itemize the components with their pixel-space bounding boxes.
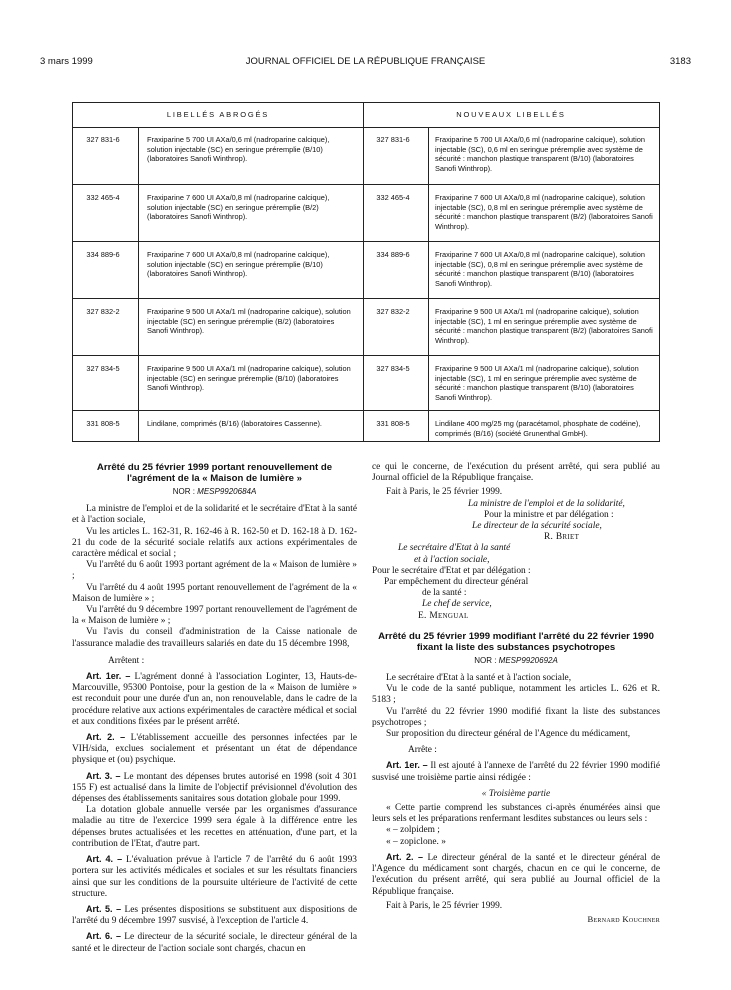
article-label: Art. 1er. – [86,671,131,682]
right-column [372,462,660,925]
signatory-delegation: Pour le secrétaire d'Etat et par délégation : [372,565,531,576]
table-row [73,299,659,356]
signatory-name: R. Briet [544,532,580,543]
article-label: Art. 5. – [86,903,122,914]
left-column [72,462,357,955]
list-item: « – zopiclone. » [386,836,446,847]
article-4 [72,854,357,900]
paragraph: ce qui le concerne, de l'exécution du présent arrêté, qui sera publié au Journal officiel de la République française. [372,462,660,484]
article-label: Art. 3. – [86,770,121,781]
article-text: Le montant des dépenses brutes autorisé en 1998 (soit 4 301 155 F) est actualisé dans la limite de l'objectif prévisionnel d'évolution des dépenses des établissements sanitaires sous dotation globale pour 1999. [72,771,358,805]
signatory-title: Le chef de service, [422,599,492,610]
old-label: Fraxiparine 5 700 UI AXa/0,6 ml (nadroparine calcique), solution injectable (SC) en seringue préremplie (B/10) (laboratoires Sanofi Winthrop). [147,135,330,164]
article-6 [72,931,357,954]
table-row [73,127,659,185]
new-label: Fraxiparine 7 600 UI AXa/0,8 ml (nadroparine calcique), solution injectable (SC), 0,8 ml en seringue préremplie avec système de sécurité : manchon plastique transparent (B/10) (laboratoires Sanofi Winthrop). [435,250,645,288]
paragraph: La ministre de l'emploi et de la solidarité et le secrétaire d'Etat à la santé et à l'action sociale, [72,504,357,526]
signatory-name: E. Mengual [418,610,469,621]
list-item: « – zolpidem ; [386,825,440,836]
signature-date: Fait à Paris, le 25 février 1999. [386,487,503,498]
paragraph: « Cette partie comprend les substances ci-après énumérées ainsi que leurs sels et les préparations renfermant lesdites substances ou leurs sels : [372,803,660,825]
signatory-name: Bernard Kouchner [587,913,660,924]
article-2 [372,852,660,898]
nor-code: MESP9920684A [197,487,257,496]
old-code: 327 834-5 [86,364,120,373]
table-row [73,411,659,442]
nor-code: MESP9920692A [498,655,558,665]
new-code: 327 831-6 [376,135,410,144]
new-code: 327 834-5 [376,364,410,373]
new-label: Fraxiparine 5 700 UI AXa/0,6 ml (nadroparine calcique), solution injectable (SC), 0,6 ml en seringue préremplie avec système de sécurité : manchon plastique transparent (B/10) (laboratoires Sanofi Winthrop). [435,135,645,173]
old-code: 327 832-2 [86,307,120,316]
decree-title-2: Arrêté du 25 février 1999 modifiant l'arrêté du 22 février 1990 fixant la liste des substances psychotropes [378,630,654,653]
nor-label: NOR : [172,487,195,496]
article-5 [72,904,357,927]
table-row [73,185,659,242]
paragraph: Sur proposition du directeur général de l'Agence du médicament, [386,729,631,740]
new-code: 331 808-5 [376,419,410,428]
article-1 [72,671,357,728]
article-2 [72,732,357,767]
signatory-delegation: Pour la ministre et par délégation : [484,509,614,520]
paragraph: Le secrétaire d'Etat à la santé et à l'action sociale, [386,673,572,684]
old-code: 331 808-5 [86,419,120,428]
column-header-abroges: LIBELLÉS ABROGÉS [166,110,270,119]
article-label: Art. 2. – [86,732,126,743]
new-label: Fraxiparine 9 500 UI AXa/1 ml (nadroparine calcique), solution injectable (SC), 1 ml en seringue préremplie avec système de sécurité : manchon plastique transparent (B/10) (laboratoires Sanofi Winthrop). [435,364,639,402]
arretent: Arrêtent : [108,655,145,666]
article-label: Art. 4. – [86,854,123,865]
article-3 [72,771,357,806]
paragraph: Vu les articles L. 162-31, R. 162-46 à R. 162-50 et D. 162-18 à D. 162-21 du code de la sécurité sociale relatifs aux actions expérimentales de caractère médical et social ; [72,526,357,560]
signatory-title: et à l'action sociale, [414,554,490,565]
old-label: Lindilane, comprimés (B/16) (laboratoires Cassenne). [147,419,322,428]
old-code: 334 889-6 [86,250,120,259]
new-label: Lindilane 400 mg/25 mg (paracétamol, phosphate de codéine), comprimés (B/16) (société Grunenthal GmbH). [435,419,641,438]
signatory-title: La ministre de l'emploi et de la solidarité, [468,498,625,509]
signatory-delegation: de la santé : [422,588,467,599]
old-code: 327 831-6 [86,135,120,144]
new-label: Fraxiparine 9 500 UI AXa/1 ml (nadroparine calcique), solution injectable (SC), 1 ml en seringue préremplie avec système de sécurité : manchon plastique transparent (B/2) (laboratoires Sanofi Winthrop). [435,307,653,345]
page-header [40,56,691,70]
article-text: L'agrément donné à l'association Loginter, 13, Hauts-de-Marcouville, 95300 Pontoise, pour la gestion de la « Maison de lumière » est reconduit pour une durée d'un an, non renouvelable, dans le cadre de la procédure relative aux actions expérimentales de caractère médical et social et aux conditions fixées par le présent arrêté. [72,672,358,727]
old-label: Fraxiparine 9 500 UI AXa/1 ml (nadroparine calcique), solution injectable (SC) en seringue préremplie (B/2) (laboratoires Sanofi Winthrop). [147,307,351,336]
new-code: 332 465-4 [376,193,410,202]
old-code: 332 465-4 [86,193,120,202]
paragraph: Vu l'arrêté du 6 août 1993 portant agrément de la « Maison de lumière » ; [72,560,357,582]
signatory-title: Le directeur de la sécurité sociale, [472,521,602,532]
article-label: Art. 6. – [86,931,121,942]
old-label: Fraxiparine 7 600 UI AXa/0,8 ml (nadroparine calcique), solution injectable (SC) en seringue préremplie (B/10) (laboratoires Sanofi Winthrop). [147,250,330,279]
signatory-delegation: Par empêchement du directeur général [384,577,529,588]
paragraph: Vu l'arrêté du 9 décembre 1997 portant renouvellement de l'agrément de la « Maison de lumière » ; [72,605,357,627]
arrete: Arrête : [408,745,437,756]
issue-date: 3 mars 1999 [40,56,93,67]
column-header-nouveaux: NOUVEAUX LIBELLÉS [456,110,566,119]
article-1 [372,760,660,783]
labels-table [72,102,660,442]
nor-label: NOR : [474,655,497,665]
table-row [73,242,659,299]
paragraph: Vu l'arrêté du 22 février 1990 modifié fixant la liste des substances psychotropes ; [372,706,660,728]
new-code: 327 832-2 [376,307,410,316]
decree-title-1: Arrêté du 25 février 1999 portant renouvellement de l'agrément de la « Maison de lumière » [96,462,333,484]
paragraph: La dotation globale annuelle versée par les organismes d'assurance maladie au titre de l'exercice 1999 sera égale à la différence entre les dépenses brutes actualisées et les recettes en atténuation, d'une part, et la contribution de l'Etat, d'autre part. [72,805,357,849]
article-label: Art. 2. – [386,851,424,862]
section-heading: « Troisième partie [481,788,551,799]
paragraph: Vu l'arrêté du 4 août 1995 portant renouvellement de l'agrément de la « Maison de lumière » ; [72,582,357,604]
new-code: 334 889-6 [376,250,410,259]
journal-title: JOURNAL OFFICIEL DE LA RÉPUBLIQUE FRANÇAISE [245,56,486,67]
signatory-title: Le secrétaire d'Etat à la santé [398,543,511,554]
new-label: Fraxiparine 7 600 UI AXa/0,8 ml (nadroparine calcique), solution injectable (SC), 0,8 ml en seringue préremplie avec système de sécurité : manchon plastique transparent (B/2) (laboratoires Sanofi Winthrop). [435,193,653,231]
article-text: L'évaluation prévue à l'article 7 de l'arrêté du 6 août 1993 portera sur les activités médicales et sociales et sur les résultats financiers ainsi que sur les conditions de la poursuite ultérieure de l'activité de cette structure. [72,855,357,899]
article-text: Le directeur général de la santé et le directeur général de l'Agence du médicament sont chargés, chacun en ce qui le concerne, de l'exécution du présent arrêté, qui sera publié au Journal officiel de la République française. [372,852,661,897]
signature-date: Fait à Paris, le 25 février 1999. [386,900,503,911]
nor-reference-1 [72,486,357,497]
old-label: Fraxiparine 9 500 UI AXa/1 ml (nadroparine calcique), solution injectable (SC) en seringue préremplie (B/10) (laboratoires Sanofi Winthrop). [147,364,351,393]
article-text: Il est ajouté à l'annexe de l'arrêté du 22 février 1990 modifié susvisé une troisième partie ainsi rédigée : [372,761,661,783]
old-label: Fraxiparine 7 600 UI AXa/0,8 ml (nadroparine calcique), solution injectable (SC) en seringue préremplie (B/2) (laboratoires Sanofi Winthrop). [147,193,330,222]
article-label: Art. 1er. – [386,760,428,771]
article-text: Le directeur de la sécurité sociale, le directeur général de la santé et le directeur de l'action sociale sont chargés, chacun en [72,932,357,954]
table-row [73,356,659,411]
article-text: Les présentes dispositions se substituent aux dispositions de l'arrêté du 9 décembre 1997 susvisé, à l'exception de l'article 4. [72,904,358,927]
article-text: L'établissement accueille des personnes infectées par le VIH/sida, exclues socialement et présentant un état de dépendance physique et (ou) psychique. [72,733,357,766]
page-number: 3183 [669,56,691,67]
paragraph: Vu le code de la santé publique, notamment les articles L. 626 et R. 5183 ; [372,684,660,706]
nor-reference-2 [372,655,660,666]
paragraph: Vu l'avis du conseil d'administration de la Caisse nationale de l'assurance maladie des travailleurs salariés en date du 15 décembre 1998, [72,627,357,649]
